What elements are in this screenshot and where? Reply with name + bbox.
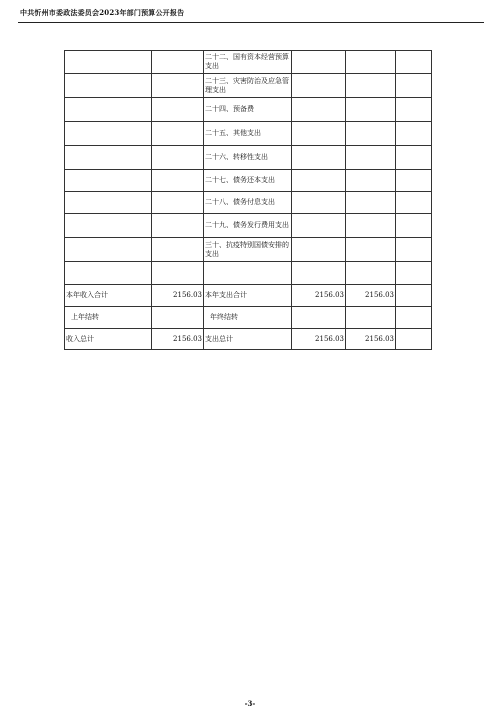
table-row xyxy=(65,122,432,146)
expense-item-label xyxy=(204,262,292,285)
document-header-title: 中共忻州市委政法委员会2023年部门预算公开报告 xyxy=(20,8,185,17)
expense-item-label: 二十八、债务付息支出 xyxy=(204,192,292,214)
table-row xyxy=(65,74,432,98)
page-number: -3- xyxy=(244,699,256,708)
annual-total-row xyxy=(65,285,432,307)
table-row xyxy=(65,51,432,74)
table-row xyxy=(65,192,432,214)
carryover-row xyxy=(65,307,432,329)
expense-item-label: 二十四、预备费 xyxy=(204,98,292,122)
annual-income-total-label: 本年收入合计 xyxy=(65,285,152,307)
table-row xyxy=(65,238,432,262)
expense-item-label: 二十三、灾害防治及应急管理支出 xyxy=(204,74,292,98)
table-row xyxy=(65,262,432,285)
annual-expense-total-value: 2156.03 xyxy=(292,285,346,307)
table-row xyxy=(65,98,432,122)
table-row xyxy=(65,170,432,192)
income-grand-total-value: 2156.03 xyxy=(152,329,204,350)
expense-item-label: 二十二、国有资本经营预算支出 xyxy=(204,51,292,74)
expense-item-label: 二十七、债务还本支出 xyxy=(204,170,292,192)
year-end-carryover-label: 年终结转 xyxy=(204,307,292,329)
expense-grand-total-value: 2156.03 xyxy=(292,329,346,350)
header-divider xyxy=(18,22,484,23)
grand-total-row xyxy=(65,329,432,350)
table-row xyxy=(65,146,432,170)
table-row xyxy=(65,214,432,238)
annual-expense-total-label: 本年支出合计 xyxy=(204,285,292,307)
prior-year-carryover-label: 上年结转 xyxy=(65,307,152,329)
annual-income-total-value: 2156.03 xyxy=(152,285,204,307)
expense-item-label: 二十九、债务发行费用支出 xyxy=(204,214,292,238)
expense-item-label: 二十六、转移性支出 xyxy=(204,146,292,170)
expense-item-label: 二十五、其他支出 xyxy=(204,122,292,146)
expense-grand-total-label: 支出总计 xyxy=(204,329,292,350)
budget-summary-table xyxy=(64,50,432,350)
expense-item-label: 三十、抗疫特别国债安排的支出 xyxy=(204,238,292,262)
income-grand-total-label: 收入总计 xyxy=(65,329,152,350)
annual-expense-total-value: 2156.03 xyxy=(346,285,396,307)
expense-grand-total-value: 2156.03 xyxy=(346,329,396,350)
